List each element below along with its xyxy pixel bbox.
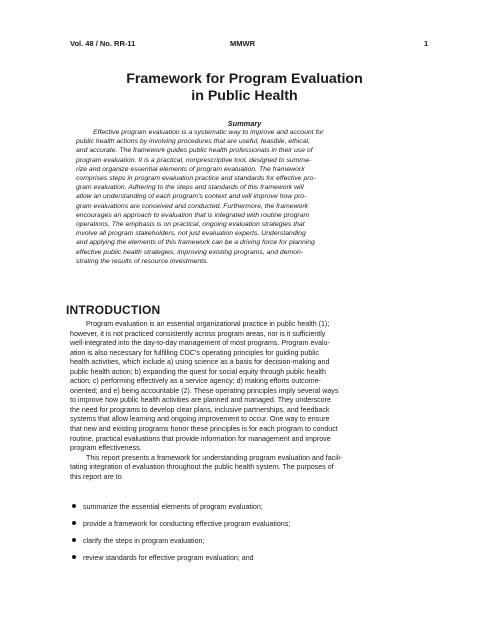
summary-line: encourages an approach to evaluation that is integrated with routine program xyxy=(76,211,310,219)
body-line: public health action; b) expanding the quest for social equity through public health xyxy=(70,367,326,376)
page-number: 1 xyxy=(424,39,429,48)
list-item-text: review standards for effective program evaluation; and xyxy=(83,554,254,562)
body-line: well-integrated into the day-to-day management of most programs. Program evalu- xyxy=(70,339,330,348)
list-item-text: provide a framework for conducting effective program evaluations; xyxy=(83,520,291,528)
body-line: health activities, which include a) using science as a basis for decision-making and xyxy=(70,358,330,367)
body-line: This report presents a framework for understanding program evaluation and facili- xyxy=(86,453,343,462)
summary-line: gram evaluations are conceived and conducted. Furthermore, the framework xyxy=(76,202,309,210)
summary-paragraph xyxy=(76,128,416,266)
body-line: however, it is not practiced consistently across program areas, nor is it sufficiently xyxy=(70,329,326,338)
summary-line: program evaluation. It is a practical, nonprescriptive tool, designed to summa- xyxy=(76,156,312,164)
summary-line: allow an understanding of each program's context and will improve how pro- xyxy=(76,193,307,201)
body-line: ation is also necessary for fulfilling CDC's operating principles for guiding public xyxy=(70,348,319,357)
body-line: systems that allow learning and ongoing improvement to occur. One way to ensure xyxy=(70,415,330,424)
summary-line: Effective program evaluation is a systematic way to improve and account for xyxy=(93,129,324,136)
body-line: tating integration of evaluation throughout the public health system. The purposes of xyxy=(70,463,334,472)
list-item xyxy=(72,520,290,528)
body-line: program effectiveness. xyxy=(70,444,142,453)
body-line: routine, practical evaluations that provide information for management and improve xyxy=(70,434,331,443)
list-item xyxy=(72,537,204,545)
running-header-journal: MMWR xyxy=(230,39,255,48)
body-line: this report are to xyxy=(70,472,122,481)
body-line: action; c) performing effectively as a service agency; d) making efforts outcome- xyxy=(70,377,321,386)
body-line: to improve how public health activities are planned and managed. They underscore xyxy=(70,396,331,405)
title-line: Framework for Program Evaluation xyxy=(126,71,363,87)
summary-line: and applying the elements of this framework can be a driving force for planning xyxy=(76,239,315,247)
summary-line: public health actions by involving procedures that are useful, feasible, ethical, xyxy=(76,138,310,146)
list-item-text: clarify the steps in program evaluation; xyxy=(83,537,205,545)
introduction-body xyxy=(70,320,432,482)
list-item xyxy=(72,503,263,511)
body-line: the need for programs to develop clear plans, inclusive partnerships, and feedback xyxy=(70,405,330,414)
summary-line: operations. The emphasis is on practical, ongoing evaluation strategies that xyxy=(76,221,305,229)
summary-line: rize and organize essential elements of program evaluation. The framework xyxy=(76,165,305,173)
summary-line: comprises steps in program evaluation practice and standards for effective pro- xyxy=(76,175,316,183)
running-header-volume: Vol. 48 / No. RR-11 xyxy=(70,39,136,48)
bullet-icon xyxy=(72,555,76,559)
bullet-icon xyxy=(72,504,76,508)
summary-line: and accurate. The framework guides public health professionals in their use of xyxy=(76,147,313,155)
summary-line: involve all program stakeholders, not just evaluation experts. Understanding xyxy=(76,230,306,238)
title-line: in Public Health xyxy=(191,88,298,104)
section-heading-introduction: INTRODUCTION xyxy=(66,303,161,317)
report-title xyxy=(0,71,489,105)
summary-line: gram evaluation. Adhering to the steps and standards of this framework will xyxy=(76,184,304,192)
body-line: Program evaluation is an essential organizational practice in public health (1); xyxy=(86,320,330,328)
bullet-icon xyxy=(72,538,76,542)
body-line: that new and existing programs honor these principles is for each program to conduct xyxy=(70,425,338,434)
summary-line: strating the results of resource investments. xyxy=(76,257,209,265)
summary-heading: Summary xyxy=(227,119,262,128)
bullet-icon xyxy=(72,521,76,525)
body-line: oriented; and e) being accountable (2). These operating principles imply several ways xyxy=(70,386,339,395)
list-item xyxy=(72,554,254,562)
summary-line: effective public health strategies, improving existing programs, and demon- xyxy=(76,248,304,256)
list-item-text: summarize the essential elements of program evaluation; xyxy=(83,503,263,511)
